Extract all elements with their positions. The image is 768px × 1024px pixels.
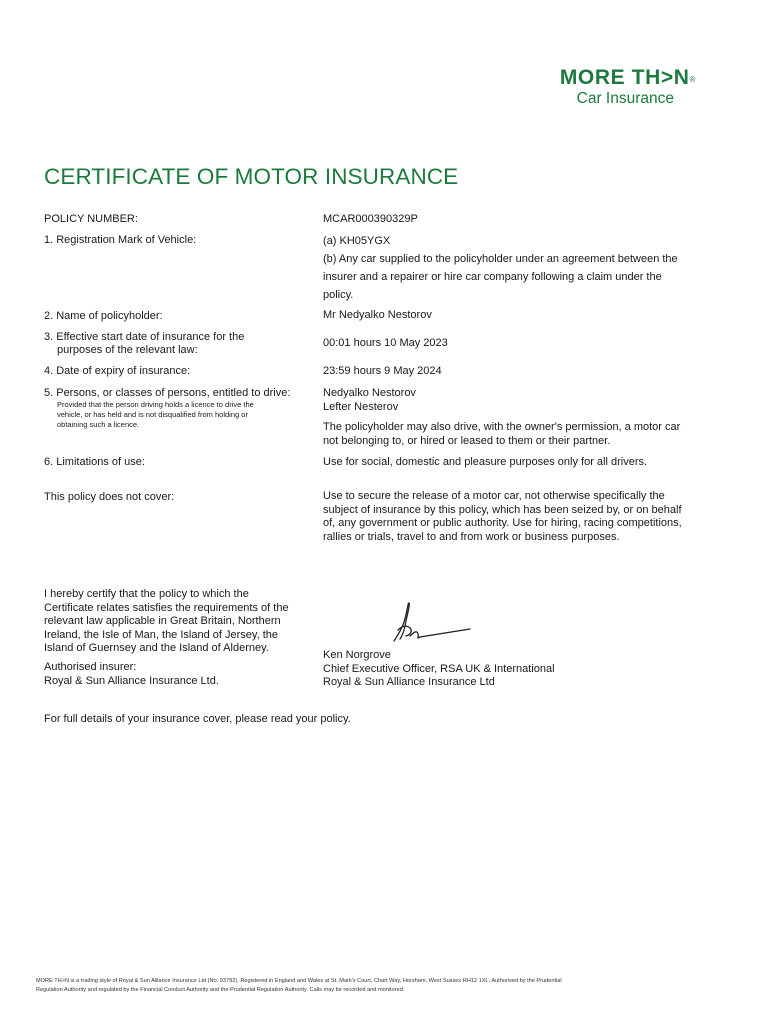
- policyholder-value: Mr Nedyalko Nestorov: [323, 309, 432, 321]
- limitations-label: 6. Limitations of use:: [44, 456, 145, 468]
- certificate-title: CERTIFICATE OF MOTOR INSURANCE: [44, 164, 459, 189]
- persons-drivers: [323, 387, 723, 414]
- policy-number-label: POLICY NUMBER:: [44, 213, 138, 225]
- signature-image: [390, 598, 474, 646]
- persons-note: [57, 400, 317, 430]
- certification-line: Ireland, the Isle of Man, the Island of Jersey, the: [44, 628, 278, 641]
- exclusions-value: [323, 490, 723, 544]
- certification-line: I hereby certify that the policy to which the: [44, 588, 249, 600]
- driver-name: Lefter Nesterov: [323, 400, 399, 413]
- effective-start-value: 00:01 hours 10 May 2023: [323, 337, 448, 349]
- authorised-insurer-label: Authorised insurer:: [44, 661, 137, 673]
- exclusions-line: Use to secure the release of a motor car, not otherwise specifically the: [323, 490, 665, 502]
- brand-logo: [560, 66, 696, 108]
- certification-line: Island of Guernsey and the Island of Alderney.: [44, 642, 269, 654]
- expiry-label: 4. Date of expiry of insurance:: [44, 365, 191, 377]
- driver-name: Nedyalko Nestorov: [323, 387, 416, 399]
- registration-value-b-line: policy.: [323, 289, 354, 301]
- signatory-role: Chief Executive Officer, RSA UK & International: [323, 662, 555, 675]
- registration-value-b: [323, 250, 723, 304]
- footer-legal: [36, 977, 736, 995]
- persons-note-line: vehicle, or has held and is not disqualified from holding or: [57, 410, 248, 419]
- exclusions-line: rallies or trials, travel to and from work or business purposes.: [323, 530, 620, 543]
- exclusions-line: subject of insurance by this policy, which has been seized by, or on behalf: [323, 503, 682, 516]
- registered-mark: ®: [689, 75, 696, 84]
- effective-start-label-line: purposes of the relevant law:: [57, 344, 198, 356]
- expiry-value: 23:59 hours 9 May 2024: [323, 365, 442, 377]
- persons-label: 5. Persons, or classes of persons, entitled to drive:: [44, 387, 291, 399]
- persons-note-line: obtaining such a licence.: [57, 420, 140, 429]
- persons-extra-line: not belonging to, or hired or leased to them or their partner.: [323, 434, 611, 447]
- registration-value-a: (a) KH05YGX: [323, 235, 391, 247]
- footer-line: Regulation Authority and regulated by the Financial Conduct Authority and the Prudential Regulation Authority. Calls may be recorded and monitored.: [36, 987, 405, 993]
- registration-value-b-line: (b) Any car supplied to the policyholder under an agreement between the: [323, 253, 678, 265]
- persons-extra: [323, 421, 723, 448]
- signatory-name: Ken Norgrove: [323, 649, 391, 661]
- brand-name: [560, 66, 696, 90]
- limitations-value: Use for social, domestic and pleasure purposes only for all drivers.: [323, 456, 648, 468]
- certification-line: Certificate relates satisfies the requirements of the: [44, 601, 289, 614]
- registration-label: 1. Registration Mark of Vehicle:: [44, 234, 197, 246]
- effective-start-label: [44, 331, 314, 357]
- footer-line: MORE TH>N is a trading style of Royal & Sun Alliance Insurance Ltd (No. 93792). Registered in England and Wales at St. Mark's Court, Chart Way, Horsham, West Sussex RH12 1XL. Authorised by the Prudential: [36, 978, 562, 984]
- authorised-insurer-name: Royal & Sun Alliance Insurance Ltd.: [44, 674, 219, 687]
- persons-note-line: Provided that the person driving holds a licence to drive the: [57, 400, 254, 409]
- policyholder-label: 2. Name of policyholder:: [44, 310, 163, 322]
- effective-start-label-line: 3. Effective start date of insurance for the: [44, 331, 245, 343]
- signatory-block: [323, 649, 623, 690]
- brand-name-text: MORE TH>N: [559, 66, 690, 89]
- brand-subtitle: Car Insurance: [576, 90, 674, 107]
- full-details-note: For full details of your insurance cover, please read your policy.: [44, 713, 351, 725]
- certification-statement: [44, 588, 319, 656]
- exclusions-label: This policy does not cover:: [44, 491, 175, 503]
- persons-extra-line: The policyholder may also drive, with the owner's permission, a motor car: [323, 421, 681, 433]
- signatory-company: Royal & Sun Alliance Insurance Ltd: [323, 676, 495, 688]
- exclusions-line: of, any government or public authority. Use for hiring, racing competitions,: [323, 517, 682, 529]
- certification-line: relevant law applicable in Great Britain, Northern: [44, 615, 281, 627]
- policy-number-value: MCAR000390329P: [323, 213, 418, 225]
- registration-value-b-line: insurer and a repairer or hire car company following a claim under the: [323, 271, 662, 283]
- authorised-insurer: [44, 661, 319, 688]
